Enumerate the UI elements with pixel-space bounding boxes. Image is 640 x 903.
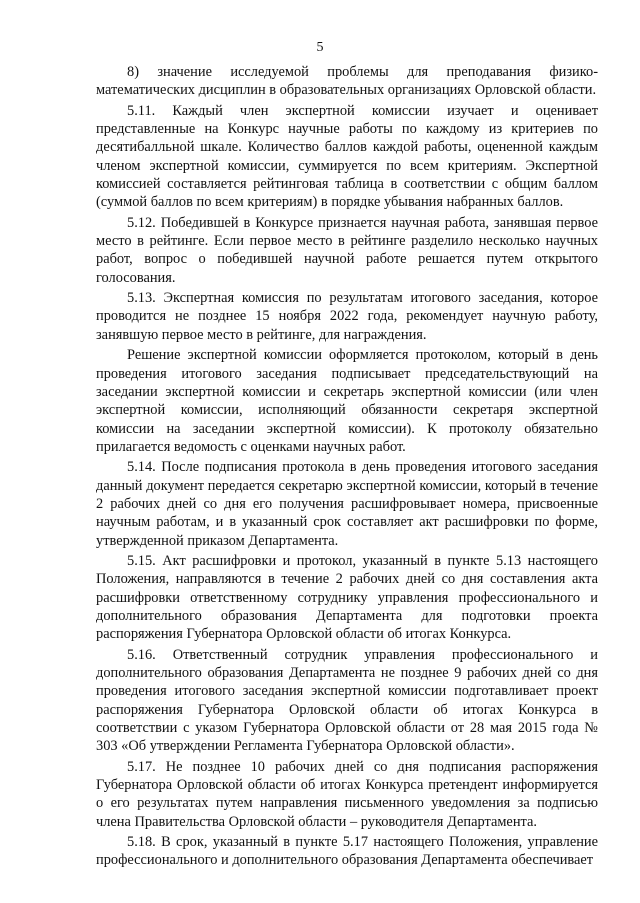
paragraph-decision: Решение экспертной комиссии оформляется протоколом, который в день проведения итогового заседания подписывает председательствующий на заседании экспертной комиссии и секретарь экспертной комиссии (или член экспертной комиссии, исполняющий обязанности секретаря экспертной комиссии на заседании экспертной комиссии). К протоколу обязательно прилагается ведомость с оценками научных работ. bbox=[96, 347, 598, 455]
paragraph-5-15: 5.15. Акт расшифровки и протокол, указанный в пункте 5.13 настоящего Положения, направляются в течение 2 рабочих дней со дня составления акта расшифровки ответственному сотруднику управления профессионального и дополнительного образования Департамента для подготовки проекта распоряжения Губернатора Орловской области об итогах Конкурса. bbox=[96, 552, 598, 643]
paragraph-5-11: 5.11. Каждый член экспертной комиссии изучает и оценивает представленные на Конкурс научные работы по каждому из критериев по десятибалльной шкале. Количество баллов каждой работы, оцененной каждым членом экспертной комиссии, суммируется по всем критериям. Экспертной комиссией составляется рейтинговая таблица в соответствии с общим баллом (суммой баллов по всем критериям) в порядке убывания набранных баллов. bbox=[96, 102, 598, 211]
paragraph-5-16: 5.16. Ответственный сотрудник управления профессионального и дополнительного образования Департамента не позднее 9 рабочих дней со дня проведения итогового заседания экспертной комиссии подготавливает проект распоряжения Губернатора Орловской области об итогах Конкурса в соответствии с указом Губернатора Орловской области от 28 мая 2015 года № 303 «Об утверждении Регламента Губернатора Орловской области». bbox=[96, 646, 598, 755]
paragraph-item-8: 8) значение исследуемой проблемы для преподавания физико-математических дисциплин в образовательных организациях Орловской области. bbox=[96, 64, 598, 99]
paragraph-5-13: 5.13. Экспертная комиссия по результатам итогового заседания, которое проводится не позднее 15 ноября 2022 года, рекомендует научную работу, занявшую первое место в рейтинге, для награждения. bbox=[96, 290, 598, 343]
paragraph-5-17: 5.17. Не позднее 10 рабочих дней со дня подписания распоряжения Губернатора Орловской области об итогах Конкурса претендент информируется о его результатах путем направления письменного уведомления за подписью члена Правительства Орловской области – руководителя Департамента. bbox=[96, 758, 598, 830]
paragraph-5-18: 5.18. В срок, указанный в пункте 5.17 настоящего Положения, управление профессионального и дополнительного образования Департамента обеспечивает bbox=[96, 834, 598, 869]
paragraph-5-12: 5.12. Победившей в Конкурсе признается научная работа, занявшая первое место в рейтинге. Если первое место в рейтинге разделило несколько научных работ, вопрос о победившей научной работе решается путем открытого голосования. bbox=[96, 214, 598, 286]
document-body bbox=[96, 63, 598, 872]
page-number: 5 bbox=[316, 40, 324, 55]
paragraph-5-14: 5.14. После подписания протокола в день проведения итогового заседания данный документ передается секретарю экспертной комиссии, который в течение 2 рабочих дней со дня его получения расшифровывает номера, присвоенные научным работам, и в указанный срок составляет акт расшифровки по форме, утвержденной приказом Департамента. bbox=[96, 459, 598, 549]
